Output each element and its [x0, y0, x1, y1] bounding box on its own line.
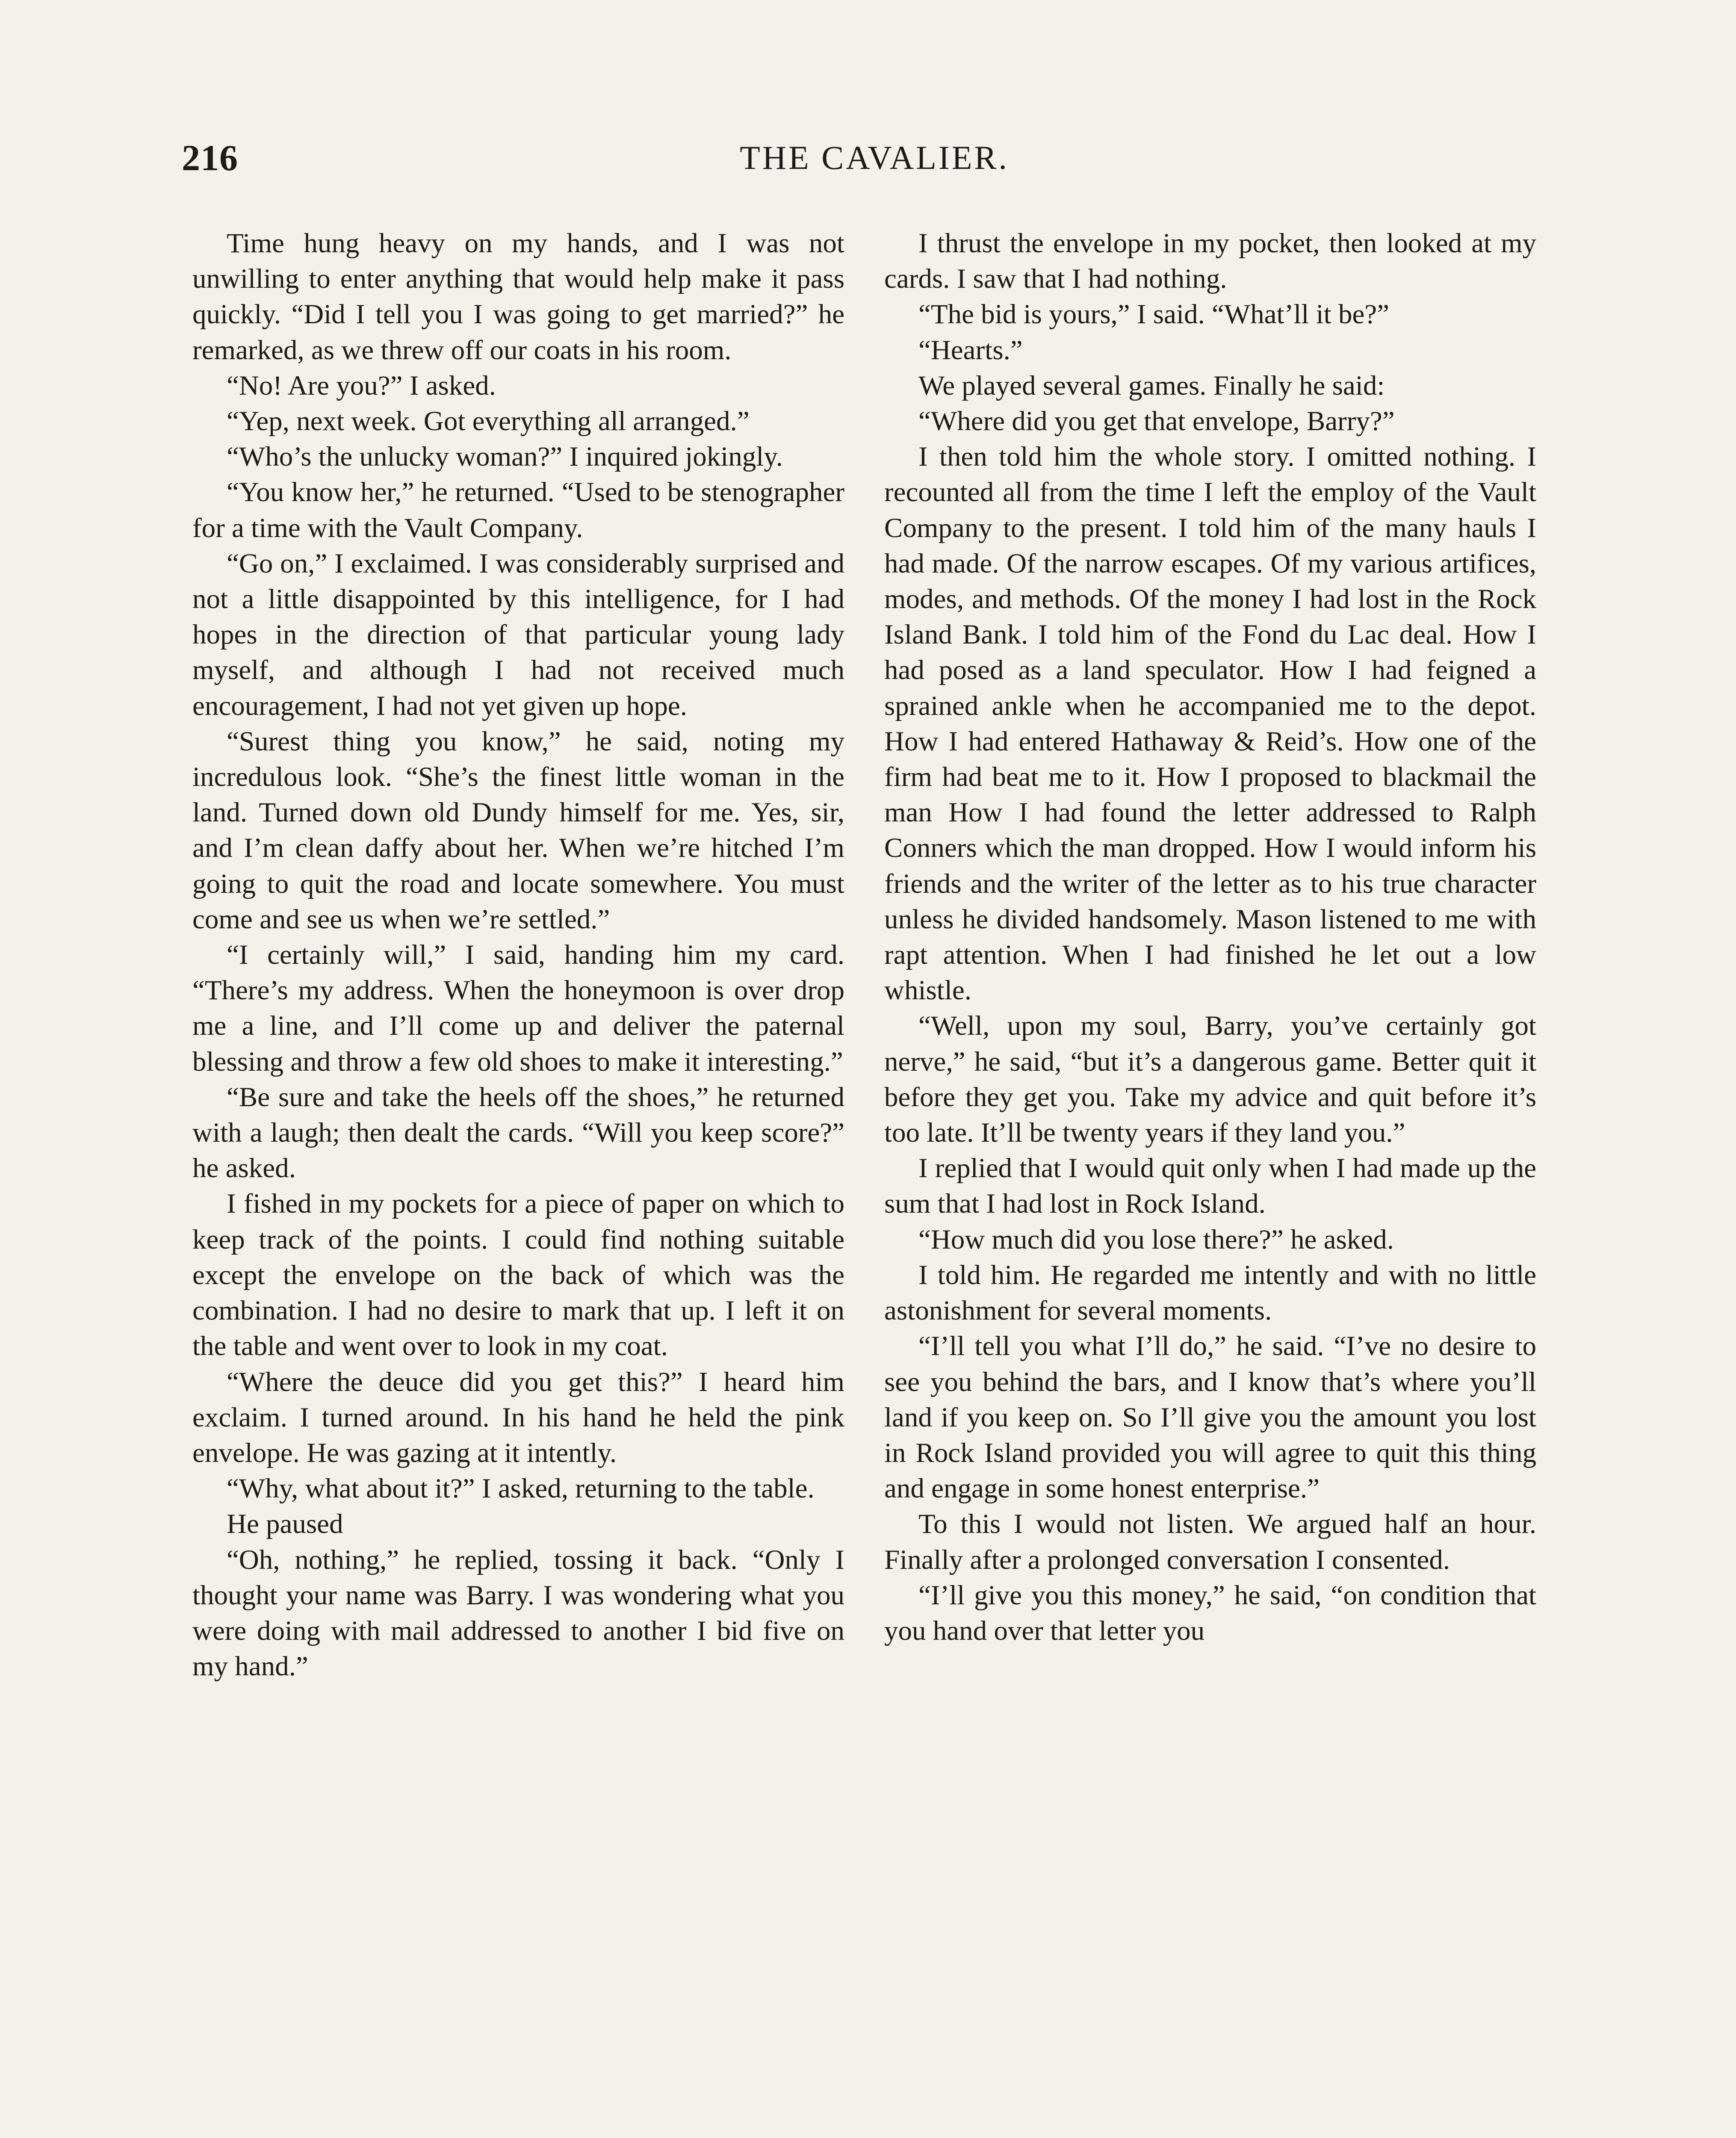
- running-head: THE CAVALIER.: [740, 139, 1009, 176]
- paragraph: “Where the deuce did you get this?” I heard him exclaim. I turned around. In his hand he held the pink envelope. He was gazing at it intently.: [192, 1366, 844, 1468]
- paragraph: I fished in my pockets for a piece of paper on which to keep track of the points. I could find nothing suitable except the envelope on the back of which was the combination. I had no desire to mark that up. I left it on the table and went over to look in my coat.: [192, 1188, 844, 1362]
- paragraph: “Yep, next week. Got everything all arranged.”: [227, 406, 750, 437]
- paragraph: Time hung heavy on my hands, and I was not unwilling to enter anything that would help make it pass quickly. “Did I tell you I was going to get married?” he remarked, as we threw off our coats in his room.: [192, 228, 844, 366]
- paragraph: “I certainly will,” I said, handing him my card. “There’s my address. When the honeymoon is over drop me a line, and I’ll come up and deliver the paternal blessing and throw a few old shoes to make it interesting.”: [192, 939, 844, 1077]
- paragraph: I thrust the envelope in my pocket, then looked at my cards. I saw that I had nothing.: [884, 228, 1536, 295]
- paragraph: I replied that I would quit only when I had made up the sum that I had lost in Rock Island.: [884, 1153, 1536, 1220]
- paragraph: I then told him the whole story. I omitted nothing. I recounted all from the time I left the employ of the Vault Company to the present. I told him of the many hauls I had made. Of the narrow escapes. Of my various artifices, modes, and methods. Of the money I had lost in the Rock Island Bank. I told him of the Fond du Lac deal. How I had posed as a land speculator. How I had feigned a sprained ankle when he accompanied me to the depot. How I had entered Hathaway & Reid’s. How one of the firm had beat me to it. How I proposed to blackmail the man How I had found the letter addressed to Ralph Conners which the man dropped. How I would inform his friends and the writer of the letter as to his true character unless he divided handsomely. Mason listened to me with rapt attention. When I had finished he let out a low whistle.: [884, 441, 1536, 1006]
- paragraph: “Why, what about it?” I asked, returning to the table.: [227, 1473, 815, 1504]
- paragraph: “Who’s the unlucky woman?” I inquired jokingly.: [227, 441, 783, 472]
- page-number: 216: [182, 137, 238, 178]
- left-column: [192, 226, 844, 1684]
- paragraph: We played several games. Finally he said:: [918, 370, 1385, 401]
- paragraph: To this I would not listen. We argued half an hour. Finally after a prolonged conversation I consented.: [884, 1509, 1536, 1575]
- paragraph: “Go on,” I exclaimed. I was considerably surprised and not a little disappointed by this intelligence, for I had hopes in the direction of that particular young lady myself, and although I had not received much encouragement, I had not yet given up hope.: [192, 548, 844, 721]
- paragraph: I told him. He regarded me intently and with no little astonishment for several moments.: [884, 1259, 1536, 1326]
- paragraph: “Hearts.”: [918, 334, 1023, 366]
- paragraph: “Where did you get that envelope, Barry?”: [918, 406, 1395, 437]
- paragraph: “No! Are you?” I asked.: [227, 370, 496, 401]
- paragraph: “Well, upon my soul, Barry, you’ve certainly got nerve,” he said, “but it’s a dangerous game. Better quit it before they get you. Take my advice and quit before it’s too late. It’ll be twenty years if they land you.”: [884, 1010, 1536, 1149]
- paragraph: “Be sure and take the heels off the shoes,” he returned with a laugh; then dealt the cards. “Will you keep score?” he asked.: [192, 1081, 844, 1184]
- paragraph: “Oh, nothing,” he replied, tossing it back. “Only I thought your name was Barry. I was wondering what you were doing with mail addressed to another I bid five on my hand.”: [192, 1544, 844, 1682]
- paragraph: “The bid is yours,” I said. “What’ll it be?”: [918, 299, 1390, 330]
- paragraph: “You know her,” he returned. “Used to be stenographer for a time with the Vault Company.: [192, 477, 844, 543]
- paragraph: “Surest thing you know,” he said, noting my incredulous look. “She’s the finest little woman in the land. Turned down old Dundy himself for me. Yes, sir, and I’m clean daffy about her. When we’re hitched I’m going to quit the road and locate somewhere. You must come and see us when we’re settled.”: [192, 726, 844, 935]
- paragraph: “I’ll give you this money,” he said, “on condition that you hand over that letter you: [884, 1580, 1536, 1646]
- right-column: [884, 226, 1536, 1649]
- paragraph: “I’ll tell you what I’ll do,” he said. “I’ve no desire to see you behind the bars, and I know that’s where you’ll land if you keep on. So I’ll give you the amount you lost in Rock Island provided you will agree to quit this thing and engage in some honest enterprise.”: [884, 1331, 1536, 1504]
- paragraph: “How much did you lose there?” he asked.: [918, 1224, 1394, 1255]
- paragraph: He paused: [227, 1509, 343, 1540]
